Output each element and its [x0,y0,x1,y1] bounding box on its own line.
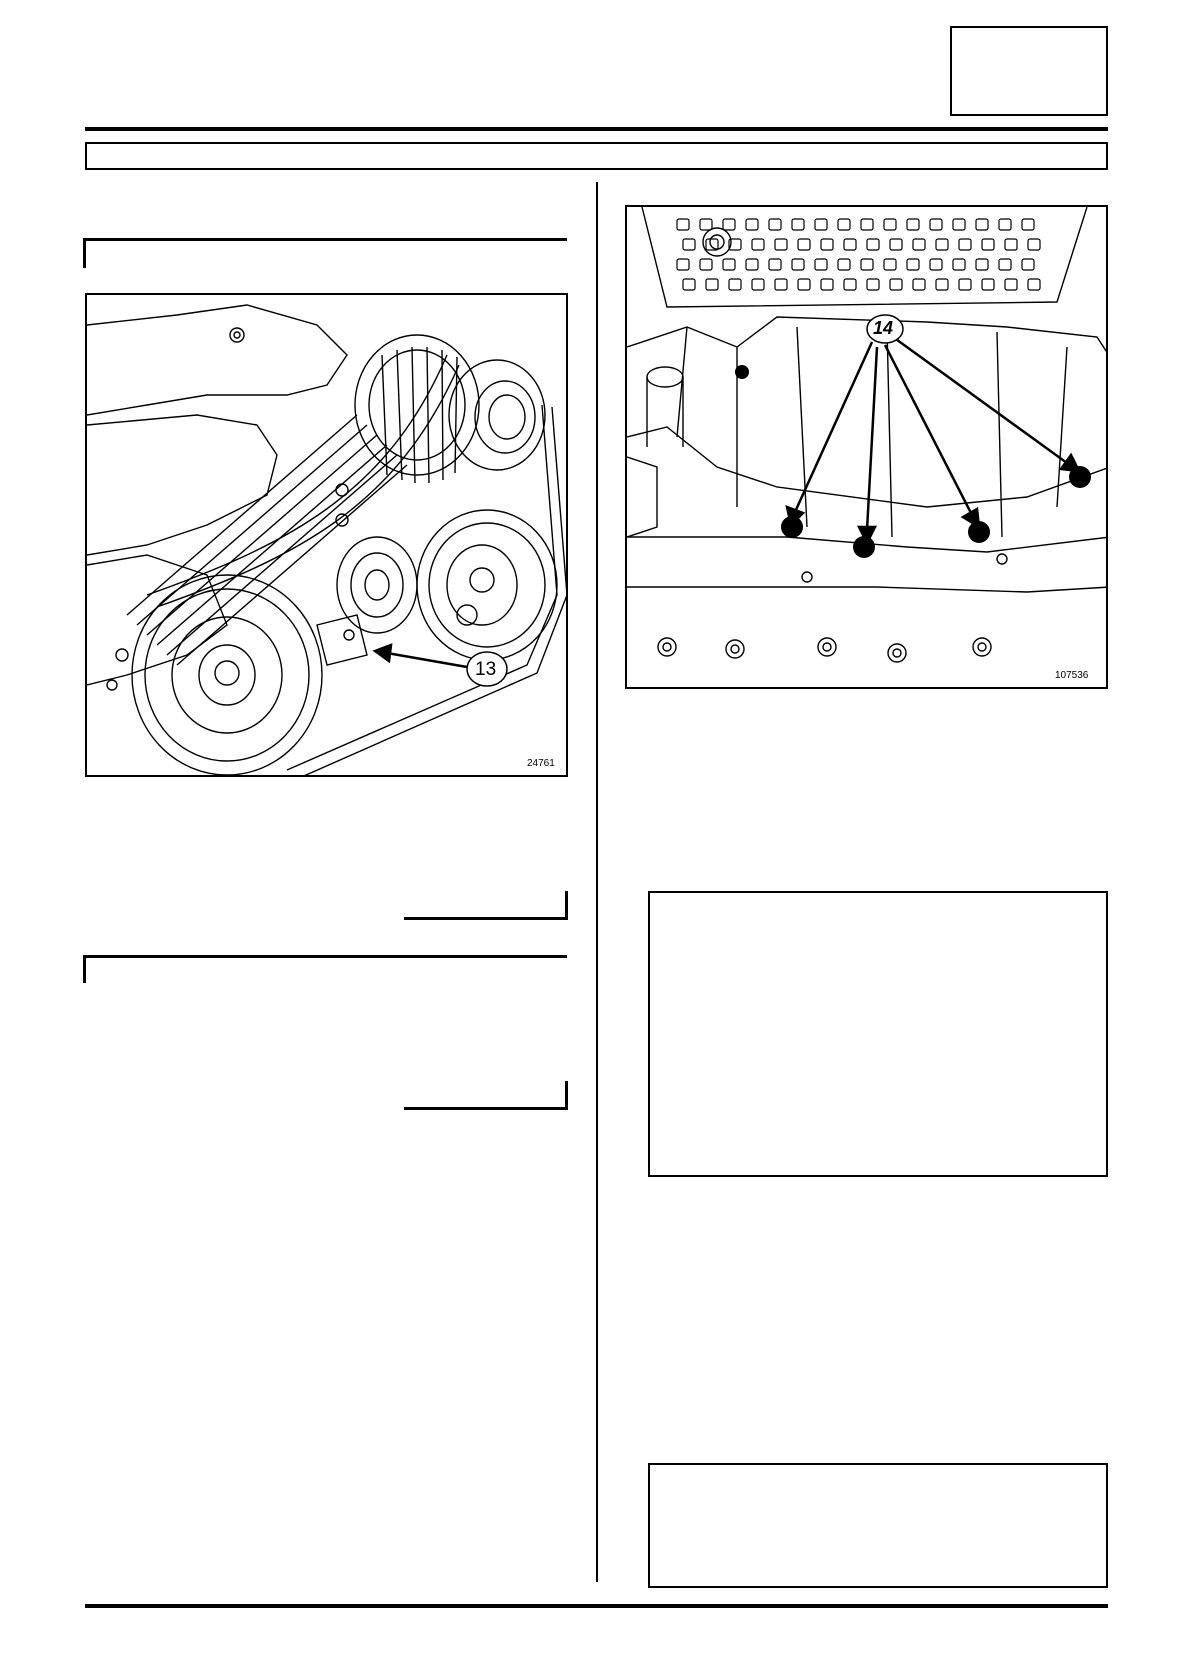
section-bracket-2-open-top [83,955,567,958]
gearbox-mounting-drawing [627,207,1108,689]
note-box-1 [648,891,1108,1177]
figure-engine-belt [85,293,568,777]
section-bracket-open-side [83,238,86,268]
section-bracket-2-close-bottom [404,1107,568,1110]
page-number-box [950,26,1108,116]
section-bracket-close-side [565,891,568,920]
section-bracket-2-open-side [83,955,86,983]
footer-rule [85,1604,1108,1608]
section-bracket-2-close-side [565,1081,568,1110]
section-bracket-close-bottom [404,917,568,920]
figure-code-107536: 107536 [1055,670,1089,681]
section-title-bar [85,142,1108,170]
figure-gearbox-mounting [625,205,1108,689]
callout-13: 13 [475,659,497,680]
column-divider [596,182,598,1582]
note-box-2 [648,1463,1108,1588]
section-bracket-open-top [83,238,567,241]
header-rule [85,127,1108,131]
engine-belt-drawing [87,295,568,777]
callout-14: 14 [873,318,894,338]
figure-code-24761: 24761 [527,758,555,769]
